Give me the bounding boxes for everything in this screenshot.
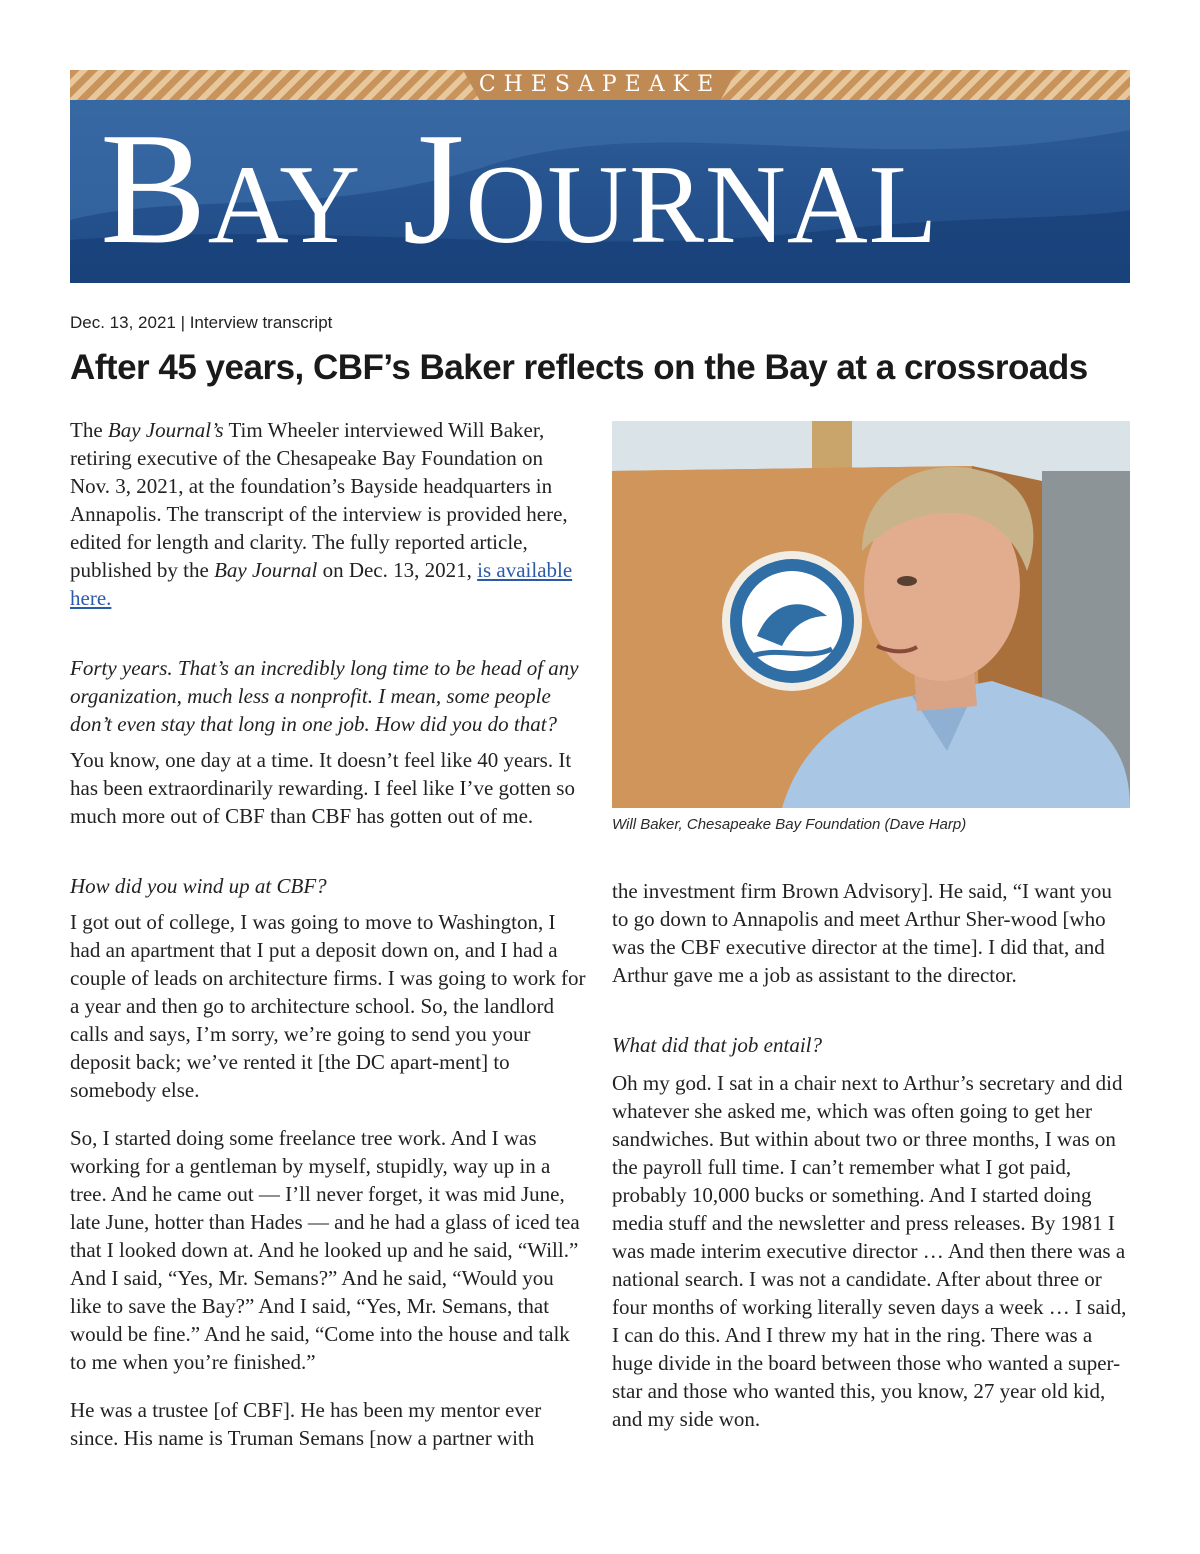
question-2: How did you wind up at CBF? bbox=[70, 874, 327, 898]
intro-publication-2: Bay Journal bbox=[214, 558, 318, 582]
answer-1: You know, one day at a time. It doesn’t feel like 40 years. It has been extraordinarily rewarding. I feel like I’ve gotten so much more out of CBF than CBF has gotten out of me. bbox=[70, 748, 575, 828]
dateline: Dec. 13, 2021 | Interview transcript bbox=[70, 313, 333, 332]
answer-5: Oh my god. I sat in a chair next to Arthur’s secretary and did whatever she asked me, which was often going to get her sandwiches. But within about two or three months, I was on the payroll full time. I can’t remember what I got paid, probably 10,000 bucks or something. And I started doing media stuff and the newsletter and press releases. By 1981 I was made interim executive director … And then there was a national search. I was not a candidate. After about three or four months of working literally seven days a week … I said, I can do this. And I threw my hat in the ring. There was a huge divide in the board between those who wanted a super-star and those who wanted this, you know, 27 year old kid, and my side won. bbox=[612, 1071, 1127, 1431]
right-column bbox=[612, 877, 1130, 1433]
article-link[interactable]: is available here. bbox=[70, 558, 573, 610]
intro-publication-1: Bay Journal’s bbox=[107, 418, 224, 442]
question-3: What did that job entail? bbox=[612, 1033, 822, 1057]
masthead-logo bbox=[70, 70, 1130, 283]
interview-photo bbox=[612, 421, 1130, 808]
page-title: After 45 years, CBF’s Baker reflects on the Bay at a crossroads bbox=[70, 348, 1088, 387]
photo-illustration bbox=[612, 421, 1130, 808]
answer-2: I got out of college, I was going to move to Washington, I had an apartment that I put a deposit down on, and I had a couple of leads on architecture firms. I was going to work for a year and then go to architecture school. So, the landlord calls and says, I’m sorry, we’re going to send you your deposit back; we’ve rented it [the DC apart-ment] to somebody else. bbox=[70, 910, 586, 1102]
question-1: Forty years. That’s an incredibly long time to be head of any organization, much less a nonprofit. I mean, some people don’t even stay that long in one job. How did you do that? bbox=[70, 656, 579, 736]
intro-paragraph bbox=[70, 416, 588, 612]
intro-text-2: Tim Wheeler interviewed Will Baker, retiring executive of the Chesapeake Bay Foundation on Nov. 3, 2021, at the foundation’s Bayside headquarters in Annapolis. The transcript of the interview is provided here, edited for length and clarity. The fully reported article, published by the bbox=[70, 418, 568, 582]
left-column bbox=[70, 416, 588, 1452]
photo-caption: Will Baker, Chesapeake Bay Foundation (Dave Harp) bbox=[612, 816, 967, 833]
answer-4-continued: the investment firm Brown Advisory]. He said, “I want you to go down to Annapolis and meet Arthur Sher-wood [who was the CBF executive director at the time]. I did that, and Arthur gave me a job as assistant to the director. bbox=[612, 879, 1112, 987]
intro-text-3: on Dec. 13, 2021, bbox=[317, 558, 478, 582]
masthead-title: Bay Journal bbox=[100, 99, 939, 277]
answer-4: He was a trustee [of CBF]. He has been my mentor ever since. His name is Truman Semans [now a partner with bbox=[70, 1398, 542, 1450]
answer-3: So, I started doing some freelance tree work. And I was working for a gentleman by myself, stupidly, way up in a tree. And he came out — I’ll never forget, it was mid June, late June, hotter than Hades — and he had a glass of iced tea that I looked down at. And he looked up and he said, “Will.” And I said, “Yes, Mr. Semans?” And he said, “Would you like to save the Bay?” And I said, “Yes, Mr. Semans, that would be fine.” And he said, “Come into the house and talk to me when you’re finished.” bbox=[70, 1126, 580, 1374]
masthead-kicker: CHESAPEAKE bbox=[478, 72, 722, 97]
intro-text-1: The bbox=[70, 418, 108, 442]
